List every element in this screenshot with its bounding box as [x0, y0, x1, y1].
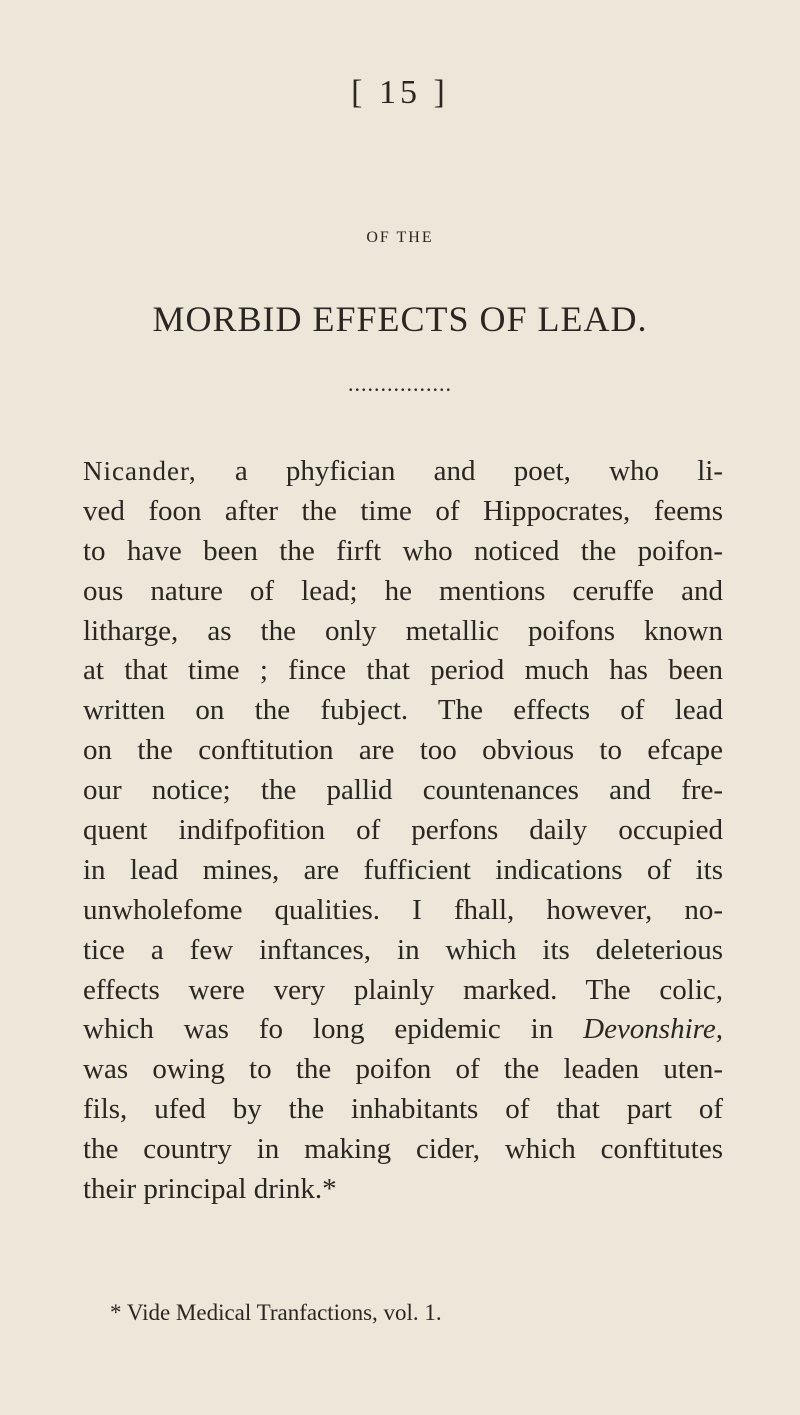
body-paragraph [83, 452, 723, 1210]
text-line: fils, ufed by the inhabitants of that part of [83, 1093, 723, 1126]
text-line: our notice; the pallid countenances and fre- [83, 774, 723, 807]
text-line: litharge, as the only metallic poifons known [83, 614, 723, 647]
place-name: Devonshire, [583, 1013, 723, 1046]
ornament-rule: ................ [348, 371, 452, 396]
section-kicker: OF THE [366, 229, 434, 246]
text-line: quent indifpofition of perfons daily occupied [83, 814, 723, 847]
text-line: at that time ; fince that period much has been [83, 654, 723, 687]
text-line: written on the fubject. The effects of lead [83, 694, 723, 727]
text-line: Nicander, a phyfician and poet, who li- [83, 455, 723, 487]
text-line: unwholefome qualities. I fhall, however, no- [83, 893, 723, 926]
drop-word: Nicander, [83, 456, 197, 486]
text-line: which was fo long epidemic in Devonshire, [83, 1013, 723, 1046]
text-line: the country in making cider, which conftitutes [83, 1133, 723, 1166]
text-line: ous nature of lead; he mentions ceruffe and [83, 574, 723, 607]
chapter-title: MORBID EFFECTS OF LEAD. [152, 299, 648, 339]
text-line: their principal drink.* [83, 1173, 337, 1206]
page-number: [ 15 ] [351, 74, 449, 111]
text-line: on the conftitution are too obvious to efcape [83, 734, 723, 767]
footnote: * Vide Medical Tranfactions, vol. 1. [110, 1300, 442, 1325]
text-line: tice a few inftances, in which its deleterious [83, 933, 723, 966]
text-line: effects were very plainly marked. The colic, [83, 973, 723, 1006]
text-line: in lead mines, are fufficient indications of its [83, 853, 723, 886]
text-line: ved foon after the time of Hippocrates, feems [83, 494, 723, 527]
text-line: was owing to the poifon of the leaden uten- [83, 1053, 723, 1086]
text-line: to have been the firft who noticed the poifon- [83, 534, 723, 567]
